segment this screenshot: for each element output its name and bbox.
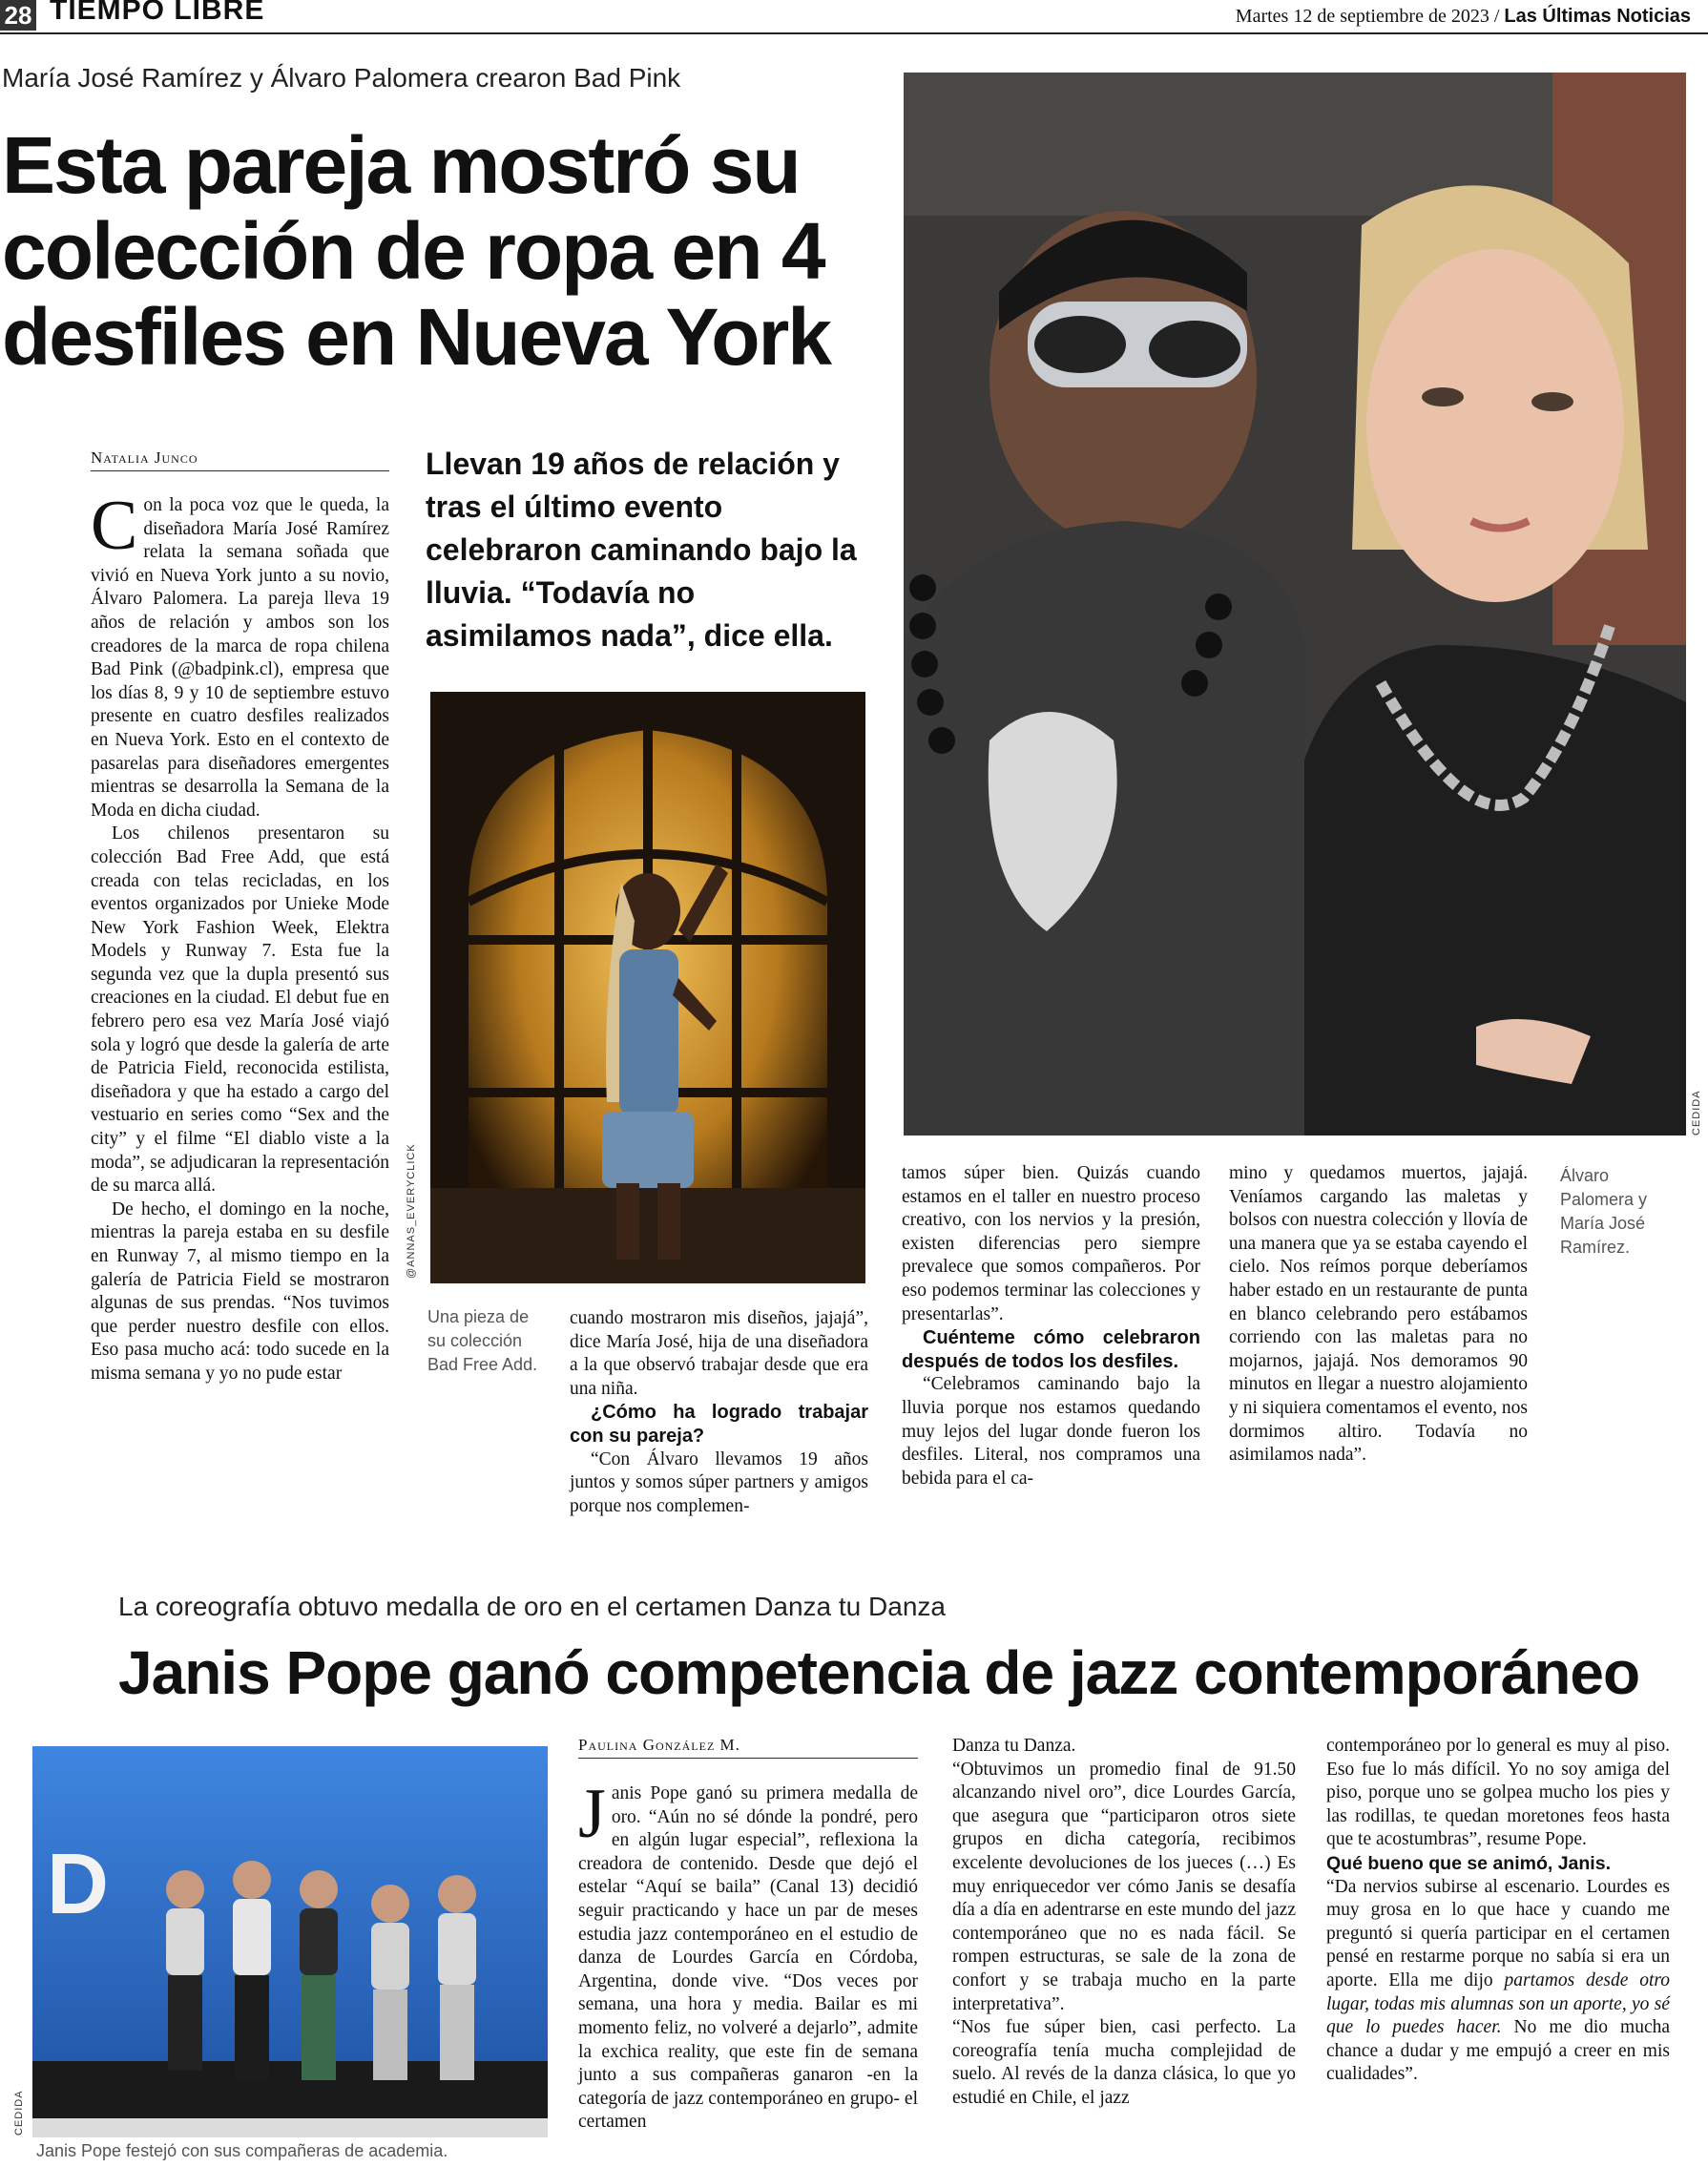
article1-byline: Natalia Junco xyxy=(91,448,389,471)
article1-headline xyxy=(2,122,880,380)
article2-byline: Paulina González M. xyxy=(578,1736,918,1759)
paragraph: contemporáneo por lo general es muy al piso. Eso fue lo más difícil. Yo no soy amiga del piso, porque uno se golpea mucho los pies y las rodillas, te quedan moretones feos hasta que te acostumbras”, resume Pope. xyxy=(1326,1736,1670,1850)
interview-question: Qué bueno que se animó, Janis. xyxy=(1326,1852,1611,1874)
headline-line: Esta pareja mostró su xyxy=(2,120,800,210)
paragraph: cuando mostraron mis diseños, jajajá”, dice María José, hija de una diseñadora a la que observó trabajar desde que era una niña. xyxy=(570,1308,868,1399)
deck-line: Llevan 19 años de relación y xyxy=(426,447,840,481)
couple-photo-credit: CEDIDA xyxy=(1691,1090,1702,1136)
paragraph: anis Pope ganó su primera medalla de oro. “Aún no sé dónde la pondré, pero en algún lugar especial”, reflexiona la creadora de contenido. Desde que dejó el estelar “Aquí se baila” (Canal 13) decidió seguir practicando y hace un par de meses estudia jazz contemporáneo en el estudio de danza de Lourdes García en Córdoba, Argentina, donde vive. “Dos veces por semana, una hora y media. Bailar es mi momento feliz, no volveré a dejarlo”, admite la exchica reality, que este fin de semana junto a sus compañeras ganaron -en la categoría de jazz contemporáneo en grupo- el certamen xyxy=(578,1783,918,2133)
model-photo-credit: @ANNAS_EVERYCLICK xyxy=(406,1143,417,1279)
deck-line: tras el último evento xyxy=(426,490,723,524)
page-number: 28 xyxy=(0,0,36,31)
dance-photo-credit: CEDIDA xyxy=(13,2090,25,2136)
italic-quote: partamos desde otro lugar, todas mis alumnas son un aporte, yo sé que lo puedes hacer. xyxy=(1326,1969,1670,2038)
article2-kicker: La coreografía obtuvo medalla de oro en el certamen Danza tu Danza xyxy=(118,1592,946,1621)
dropcap: C xyxy=(91,487,138,565)
section-title: TIEMPO LIBRE xyxy=(50,0,265,26)
paragraph: “Da nervios subirse al escenario. Lourdes es muy grosa en lo que hace y cuando me preguntó si quería participar en el certamen pensé en restarme porque no sabía si era un aporte. Ella me dijo xyxy=(1326,1876,1670,1990)
interview-question: Cuénteme cómo celebraron después de todos los desfiles. xyxy=(902,1327,1200,1372)
paragraph: No me dio mucha chance a dudar y me empujó a creer en mis cualidades”. xyxy=(1326,2017,1670,2085)
svg-text:D: D xyxy=(47,1837,109,1932)
article1-column-1 xyxy=(91,487,389,1386)
interview-question: ¿Cómo ha logrado trabajar con su pareja? xyxy=(570,1402,868,1447)
article1-kicker: María José Ramírez y Álvaro Palomera crearon Bad Pink xyxy=(2,63,681,93)
paragraph: tamos súper bien. Quizás cuando estamos en el taller en nuestro proceso creativo, con los nervios y la presión, existen diferencias pero siempre prevalece que somos compañeros. Por eso podemos terminar las colecciones y presentarlas”. xyxy=(902,1163,1200,1324)
deck-line: celebraron caminando bajo la xyxy=(426,532,857,567)
model-photo xyxy=(430,692,865,1283)
headline-line: desfiles en Nueva York xyxy=(2,292,830,382)
deck-line: lluvia. “Todavía no xyxy=(426,575,696,610)
model-photo-caption: Una pieza de su colección Bad Free Add. xyxy=(427,1307,538,1374)
dance-photo xyxy=(32,1746,548,2137)
paragraph: Los chilenos presentaron su colección Bad Free Add, que está creada con telas recicladas, en los eventos organizados por Unieke Mode New York Fashion Week, Elektra Models y Runway 7. Esta fue la segunda vez que la dupla presentó sus creaciones en la ciudad. El debut fue en febrero pero esa vez María José viajó sola y logró que desde la galería de arte de Patricia Field, reconocida estilista, diseñadora y que ha estado a cargo del vestuario en series como “Sex and the city” y el filme “El diablo viste a la moda”, se adjudicaran la representación de su marca allá. xyxy=(91,823,389,1197)
article2-column-1 xyxy=(578,1775,918,2135)
dateline xyxy=(1236,6,1691,28)
deck-line: asimilamos nada”, dice ella. xyxy=(426,618,833,653)
dance-photo-caption: Janis Pope festejó con sus compañeras de academia. xyxy=(36,2141,448,2160)
couple-photo xyxy=(904,73,1686,1136)
paragraph: “Con Álvaro llevamos 19 años juntos y somos súper partners y amigos porque nos complemen- xyxy=(570,1448,868,1516)
paragraph: Danza tu Danza. xyxy=(952,1736,1076,1756)
paragraph: “Obtuvimos un promedio final de 91.50 alcanzando nivel oro”, dice Lourdes García, que asegura que “participaron otros siete grupos en dicha categoría, recibimos excelente devoluciones de los jueces (…) Es muy enriquecedor ver cómo Janis se desafía día a día en adentrarse en este mundo del jazz contemporáneo que no es nada fácil. Se rompen estructuras, se sale de la zona de confort y se trabaja mucho en la parte interpretativa”. xyxy=(952,1759,1296,2014)
article1-column-4 xyxy=(1229,1162,1528,1468)
article2-column-3 xyxy=(1326,1735,1670,2087)
paragraph: “Nos fue súper bien, casi perfecto. La coreografía tenía mucha complejidad de suelo. Al revés de la danza clásica, lo que yo estudié en Chile, el jazz xyxy=(952,2017,1296,2108)
paragraph: De hecho, el domingo en la noche, mientras la pareja estaba en su desfile en Runway 7, al mismo tiempo en la galería de Patricia Field se mostraron algunas de sus prendas. “Nos tuvimos que perder nuestro desfile con ellos. Eso pasa mucho acá: todo sucede en la misma semana y yo no pude estar xyxy=(91,1198,389,1384)
publication-name: Las Últimas Noticias xyxy=(1504,6,1691,27)
article2-headline: Janis Pope ganó competencia de jazz contemporáneo xyxy=(118,1638,1640,1707)
paragraph: mino y quedamos muertos, jajajá. Veníamos cargando las maletas y bolsos con nuestra colección y llovía de una manera que ya se estaba cayendo el cielo. Nos reímos porque deberíamos haber estado en un restaurante de punta en blanco celebrando pero estábamos corriendo con las maletas para no mojarnos, jajajá. Nos demoramos 90 minutos en llegar a nuestro alojamiento y ni siquiera comentamos el evento, nos dormimos altiro. Todavía no asimilamos nada”. xyxy=(1229,1163,1528,1466)
paragraph: “Celebramos caminando bajo la lluvia porque nos estamos quedando muy lejos del lugar donde fueron los desfiles. Literal, nos compramos una bebida para el ca- xyxy=(902,1374,1200,1489)
couple-photo-caption: Álvaro Palomera y María José Ramírez. xyxy=(1560,1166,1648,1257)
article2-column-2 xyxy=(952,1735,1296,2111)
dropcap: J xyxy=(578,1775,606,1853)
dance-photo-art xyxy=(32,1746,548,2137)
article1-column-2 xyxy=(570,1307,868,1518)
headline-line: colección de ropa en 4 xyxy=(2,206,824,296)
header-rule xyxy=(0,32,1708,34)
article1-deck xyxy=(426,443,884,657)
couple-photo-art xyxy=(904,73,1686,1136)
article1-column-3 xyxy=(902,1162,1200,1490)
date: Martes 12 de septiembre de 2023 / xyxy=(1235,6,1500,27)
paragraph: on la poca voz que le queda, la diseñadora María José Ramírez relata la semana soñada que vivió en Nueva York junto a su novio, Álvaro Palomera. La pareja lleva 19 años de relación y ambos son los creadores de la marca de ropa chilena Bad Pink (@badpink.cl), empresa que los días 8, 9 y 10 de septiembre estuvo presente en cuatro desfiles realizados en Nueva York. Esto en el contexto de pasarelas para diseñadores emergentes mientras se desarrolla la Semana de la Moda en dicha ciudad. xyxy=(91,495,389,821)
model-photo-art xyxy=(430,692,865,1283)
